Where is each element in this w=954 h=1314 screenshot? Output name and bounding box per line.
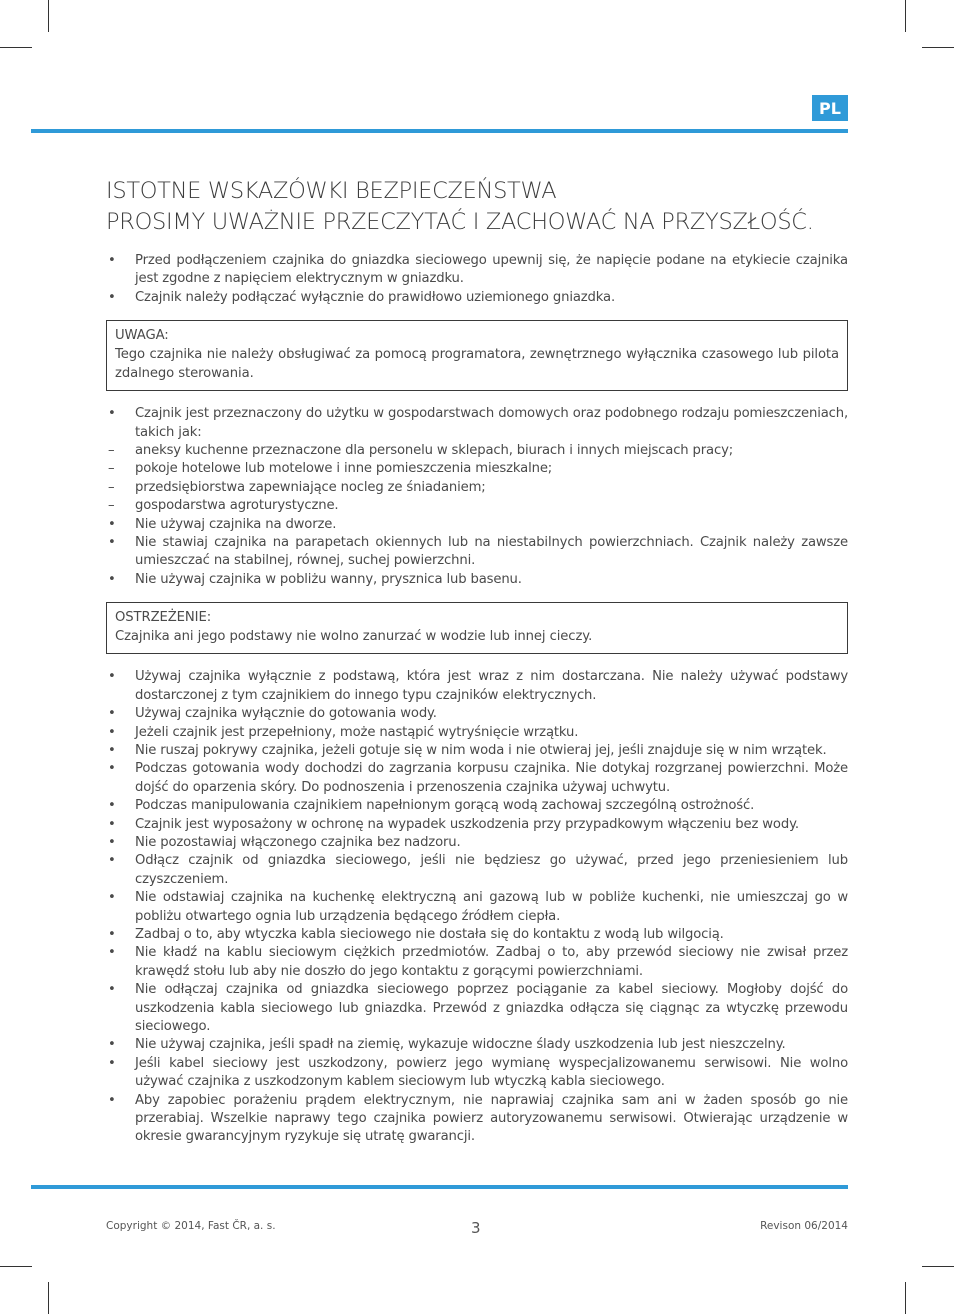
bullet-marker: • (108, 535, 116, 551)
list-item-text: Nie odstawiaj czajnika na kuchenkę elektryczną ani gazową lub w pobliże kuchenki, nie umieszczaj go w pobliżu otwartego ognia lub urządzenia będącego źródłem ciepła. (135, 890, 848, 924)
bullet-marker: • (108, 1037, 116, 1053)
list-item (106, 797, 848, 815)
list-item (106, 926, 848, 944)
list-item (106, 816, 848, 834)
footer-revision: Revison 06/2014 (760, 1220, 848, 1232)
bullet-marker: • (108, 1055, 116, 1071)
list-item-text: Nie ruszaj pokrywy czajnika, jeżeli gotuje się w nim woda i nie otwieraj jej, jeśli znajduje się w nim wrzątek. (135, 742, 827, 758)
bullet-marker: • (108, 253, 116, 268)
list-item (106, 1036, 848, 1054)
crop-mark (905, 1282, 906, 1314)
notice-label: UWAGA: (115, 328, 169, 344)
crop-mark (905, 0, 906, 32)
list-item (106, 571, 848, 589)
list-item-text: Czajnik jest wyposażony w ochronę na wypadek uszkodzenia przy przypadkowym włączeniu bez wody. (135, 816, 799, 832)
title-line-2: PROSIMY UWAŻNIE PRZECZYTAĆ I ZACHOWAĆ NA PRZYSZŁOŚĆ. (106, 209, 814, 235)
bullet-marker: • (108, 926, 116, 942)
bullet-marker: • (108, 945, 116, 961)
list-item (106, 742, 848, 760)
list-item (106, 724, 848, 742)
list-item-text: Jeśli kabel sieciowy jest uszkodzony, powierz jego wymianę wyspecjalizowanemu serwisowi. Nie wolno używać czajnika z uszkodzonym kablem sieciowym lub wtyczką kabla sieciowego. (135, 1055, 848, 1090)
page-title (106, 176, 848, 238)
list-item-text: Używaj czajnika wyłącznie do gotowania wody. (135, 706, 437, 722)
sub-list-item (106, 442, 848, 460)
dash-marker: – (108, 461, 115, 477)
list-item-text: Nie kładź na kablu sieciowym ciężkich przedmiotów. Zadbaj o to, aby przewód sieciowy nie zwisał przez krawędź stołu lub aby nie doszło do jego kontaktu z gorącymi powierzchniami. (135, 945, 848, 979)
dash-marker: – (108, 443, 115, 459)
intro-list (106, 252, 848, 307)
safety-list (106, 668, 848, 1147)
bullet-marker: • (108, 724, 116, 740)
sub-list-item (106, 460, 848, 478)
list-item-text: Używaj czajnika wyłącznie z podstawą, która jest wraz z nim dostarczana. Nie należy używać podstawy dostarczonej z tym czajnikiem do innego typu czajników elektrycznych. (135, 669, 848, 703)
bullet-marker: • (108, 406, 116, 422)
sub-list-item (106, 497, 848, 515)
bullet-marker: • (108, 289, 116, 305)
language-badge: PL (812, 95, 848, 121)
list-item (106, 252, 848, 289)
list-item-text: Zadbaj o to, aby wtyczka kabla sieciowego nie dostała się do kontaktu z wodą lub wilgocią. (135, 926, 724, 942)
list-item-text: Nie pozostawiaj włączonego czajnika bez nadzoru. (135, 834, 461, 850)
bottom-rule (31, 1185, 848, 1189)
dash-marker: – (108, 479, 115, 495)
list-item (106, 516, 848, 534)
list-item-text: Przed podłączeniem czajnika do gniazdka sieciowego upewnij się, że napięcie podane na etykiecie czajnika jest zgodne z napięciem elektrycznym w gniazdku. (135, 253, 848, 287)
usage-list-continued (106, 516, 848, 590)
list-item (106, 852, 848, 889)
sub-list-item (106, 479, 848, 497)
page-content (106, 176, 848, 1147)
list-item-text: Czajnik należy podłączać wyłącznie do prawidłowo uziemionego gniazdka. (135, 289, 615, 305)
bullet-marker: • (108, 706, 116, 722)
list-item (106, 1055, 848, 1092)
bullet-marker: • (108, 982, 116, 998)
bullet-marker: • (108, 516, 116, 532)
list-item-text: Nie odłączaj czajnika od gniazdka sieciowego poprzez pociąganie za kabel sieciowy. Mogłoby dojść do uszkodzenia kabla sieciowego lub gniazdka. Przewód z gniazdka odłącza się ciągnąc za wtyczkę przewodu sieciowego. (135, 982, 848, 1034)
list-item (106, 1092, 848, 1147)
list-item-text: Odłącz czajnik od gniazdka sieciowego, jeśli nie będziesz go używać, przed jego przeniesieniem lub czyszczeniem. (135, 853, 848, 887)
notice-ostrzezenie-box (106, 602, 848, 654)
notice-uwaga-box (106, 320, 848, 391)
bullet-marker: • (108, 890, 116, 906)
list-item-text: Nie stawiaj czajnika na parapetach okiennych lub na niestabilnych powierzchniach. Czajnik należy zawsze umieszczać na stabilnej, równej, suchej powierzchni. (135, 535, 848, 569)
usage-sub-list (106, 442, 848, 516)
list-item (106, 889, 848, 926)
bullet-marker: • (108, 798, 116, 814)
list-item-text: Czajnik jest przeznaczony do użytku w gospodarstwach domowych oraz podobnego rodzaju pomieszczeniach, takich jak: (135, 406, 848, 440)
bullet-marker: • (108, 853, 116, 869)
crop-mark (48, 0, 49, 32)
list-item-text: przedsiębiorstwa zapewniające nocleg ze śniadaniem; (135, 479, 486, 495)
bullet-marker: • (108, 669, 116, 685)
list-item (106, 834, 848, 852)
footer-copyright: Copyright © 2014, Fast ČR, a. s. (106, 1220, 276, 1232)
page-number: 3 (471, 1219, 481, 1237)
top-rule (31, 129, 848, 133)
notice-text: Czajnika ani jego podstawy nie wolno zanurzać w wodzie lub innej cieczy. (115, 629, 593, 645)
list-item (106, 760, 848, 797)
bullet-marker: • (108, 742, 116, 758)
crop-mark (0, 1266, 32, 1267)
list-item (106, 289, 848, 307)
dash-marker: – (108, 498, 115, 514)
bullet-marker: • (108, 1092, 116, 1108)
crop-mark (0, 47, 32, 48)
title-line-1: ISTOTNE WSKAZÓWKI BEZPIECZEŃSTWA (106, 178, 557, 204)
list-item-text: Podczas gotowania wody dochodzi do zagrzania korpusu czajnika. Nie dotykaj rozgrzanej powierzchni. Może dojść do oparzenia skóry. Do podnoszenia i przenoszenia czajnika używaj uchwytu. (135, 761, 848, 795)
list-item-text: gospodarstwa agroturystyczne. (135, 498, 339, 514)
bullet-marker: • (108, 834, 116, 850)
notice-text: Tego czajnika nie należy obsługiwać za pomocą programatora, zewnętrznego wyłącznika czasowego lub pilota zdalnego sterowania. (115, 347, 839, 382)
list-item-text: Nie używaj czajnika, jeśli spadł na ziemię, wykazuje widoczne ślady uszkodzenia lub jest nieszczelny. (135, 1037, 786, 1053)
list-item-text: Podczas manipulowania czajnikiem napełnionym gorącą wodą zachowaj szczególną ostrożność. (135, 798, 755, 814)
bullet-marker: • (108, 761, 116, 777)
list-item-text: Aby zapobiec porażeniu prądem elektrycznym, nie naprawiaj czajnika sam ani w żaden sposób go nie przerabiaj. Wszelkie naprawy tego czajnika powierz autoryzowanemu serwisowi. Otwierając urządzenie w okresie gwarancyjnym ryzykuje się utratę gwarancji. (135, 1092, 848, 1145)
crop-mark (922, 47, 954, 48)
crop-mark (48, 1282, 49, 1314)
list-item-text: aneksy kuchenne przeznaczone dla personelu w sklepach, biurach i innych miejscach pracy; (135, 443, 734, 459)
list-item-text: Nie używaj czajnika w pobliżu wanny, prysznica lub basenu. (135, 571, 522, 587)
list-item (106, 534, 848, 571)
notice-label: OSTRZEŻENIE: (115, 610, 212, 626)
list-item-text: Jeżeli czajnik jest przepełniony, może nastąpić wytryśnięcie wrzątku. (135, 724, 579, 740)
list-item-text: Nie używaj czajnika na dworze. (135, 516, 337, 532)
list-item (106, 981, 848, 1036)
list-item (106, 405, 848, 442)
list-item (106, 668, 848, 705)
bullet-marker: • (108, 816, 116, 832)
list-item-text: pokoje hotelowe lub motelowe i inne pomieszczenia mieszkalne; (135, 461, 553, 477)
crop-mark (922, 1266, 954, 1267)
bullet-marker: • (108, 571, 116, 587)
list-item (106, 944, 848, 981)
list-item (106, 705, 848, 723)
usage-list (106, 405, 848, 442)
